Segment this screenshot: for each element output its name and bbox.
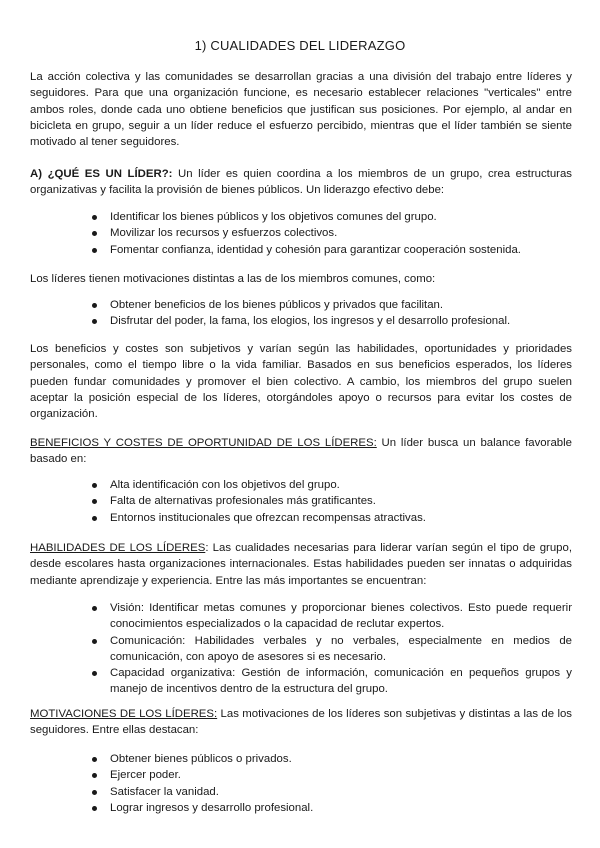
motivations-list	[92, 297, 572, 330]
intro-paragraph: La acción colectiva y las comunidades se desarrollan gracias a una división del trabajo entre líderes y seguidores. Para que una organización funcione, es necesario establecer relaciones "verticales" entre ambos roles, donde cada uno obtiene beneficios que justifican sus posiciones. Por ejemplo, al andar en bicicleta en grupo, seguir a un líder reduce el esfuerzo percibido, mientras que el líder también se siente motivado al tener seguidores.	[30, 71, 572, 149]
list-item: Visión: Identificar metas comunes y proporcionar bienes colectivos. Esto puede requerir conocimientos especializados o la capacidad de reclutar expertos.	[92, 600, 572, 633]
bullet-icon	[92, 215, 97, 220]
bullet-icon	[92, 639, 97, 644]
bullet-icon	[92, 671, 97, 676]
costs-heading: BENEFICIOS Y COSTES DE OPORTUNIDAD DE LOS LÍDERES:	[30, 437, 377, 449]
list-item: Movilizar los recursos y esfuerzos colectivos.	[92, 225, 572, 241]
bullet-icon	[92, 499, 97, 504]
costs-list	[92, 477, 572, 526]
list-item: Comunicación: Habilidades verbales y no verbales, especialmente en medios de comunicación, con apoyo de asesores si es necesario.	[92, 633, 572, 666]
list-item: Ejercer poder.	[92, 767, 572, 783]
bullet-icon	[92, 606, 97, 611]
list-item: Alta identificación con los objetivos del grupo.	[92, 477, 572, 493]
motivation-list	[92, 751, 572, 816]
section-a-paragraph	[30, 166, 572, 199]
section-a-heading: A) ¿QUÉ ES UN LÍDER?:	[30, 168, 173, 180]
skills-text: : Las cualidades necesarias para liderar varían según el tipo de grupo, desde escolares hasta organizaciones internacionales. Estas habilidades pueden ser innatas o adquiridas mediante aprendizaje y experiencia. Entre las más importantes se encuentran:	[30, 542, 572, 587]
motivation-text: Las motivaciones de los líderes son subjetivas y distintas a las de los seguidores. Entre ellas destacan:	[30, 708, 573, 737]
list-item: Capacidad organizativa: Gestión de información, comunicación en pequeños grupos y manejo de incentivos dentro de la estructura del grupo.	[92, 665, 572, 698]
list-item: Entornos institucionales que ofrezcan recompensas atractivas.	[92, 510, 572, 526]
bullet-icon	[92, 806, 97, 811]
skills-heading: HABILIDADES DE LOS LÍDERES	[30, 542, 206, 554]
list-item: Identificar los bienes públicos y los objetivos comunes del grupo.	[92, 209, 572, 225]
benefits-paragraph: Los beneficios y costes son subjetivos y varían según las habilidades, oportunidades y prioridades personales, como el tiempo libre o la vida familiar. Basados en sus beneficios esperados, los líderes pueden fundar comunidades y promover el bien colectivo. A cambio, los miembros del grupo suelen aceptar la posición especial de los líderes, otorgándoles apoyo o recursos para evitar los costes de organización.	[30, 343, 572, 421]
costs-paragraph	[30, 435, 572, 468]
list-item: Obtener beneficios de los bienes públicos y privados que facilitan.	[92, 297, 572, 313]
costs-text: Un líder busca un balance favorable basado en:	[30, 437, 572, 466]
motivations-intro: Los líderes tienen motivaciones distintas a las de los miembros comunes, como:	[30, 273, 436, 285]
list-item: Fomentar confianza, identidad y cohesión para garantizar cooperación sostenida.	[92, 242, 572, 258]
list-item: Satisfacer la vanidad.	[92, 784, 572, 800]
bullet-icon	[92, 790, 97, 795]
bullet-icon	[92, 319, 97, 324]
list-item: Lograr ingresos y desarrollo profesional.	[92, 800, 572, 816]
bullet-icon	[92, 248, 97, 253]
bullet-icon	[92, 303, 97, 308]
skills-paragraph	[30, 540, 572, 589]
bullet-icon	[92, 757, 97, 762]
skills-list	[92, 600, 572, 698]
list-item: Disfrutar del poder, la fama, los elogios, los ingresos y el desarrollo profesional.	[92, 313, 572, 329]
bullet-icon	[92, 773, 97, 778]
list-item: Obtener bienes públicos o privados.	[92, 751, 572, 767]
list-item: Falta de alternativas profesionales más gratificantes.	[92, 493, 572, 509]
bullet-icon	[92, 516, 97, 521]
bullet-icon	[92, 483, 97, 488]
page-title: 1) CUALIDADES DEL LIDERAZGO	[194, 38, 406, 53]
bullet-icon	[92, 231, 97, 236]
motivation-paragraph	[30, 706, 572, 739]
section-a-text: Un líder es quien coordina a los miembros de un grupo, crea estructuras organizativas y facilita la provisión de bienes públicos. Un liderazgo efectivo debe:	[30, 168, 572, 197]
section-a-list	[92, 209, 572, 258]
motivation-heading: MOTIVACIONES DE LOS LÍDERES:	[30, 708, 218, 720]
